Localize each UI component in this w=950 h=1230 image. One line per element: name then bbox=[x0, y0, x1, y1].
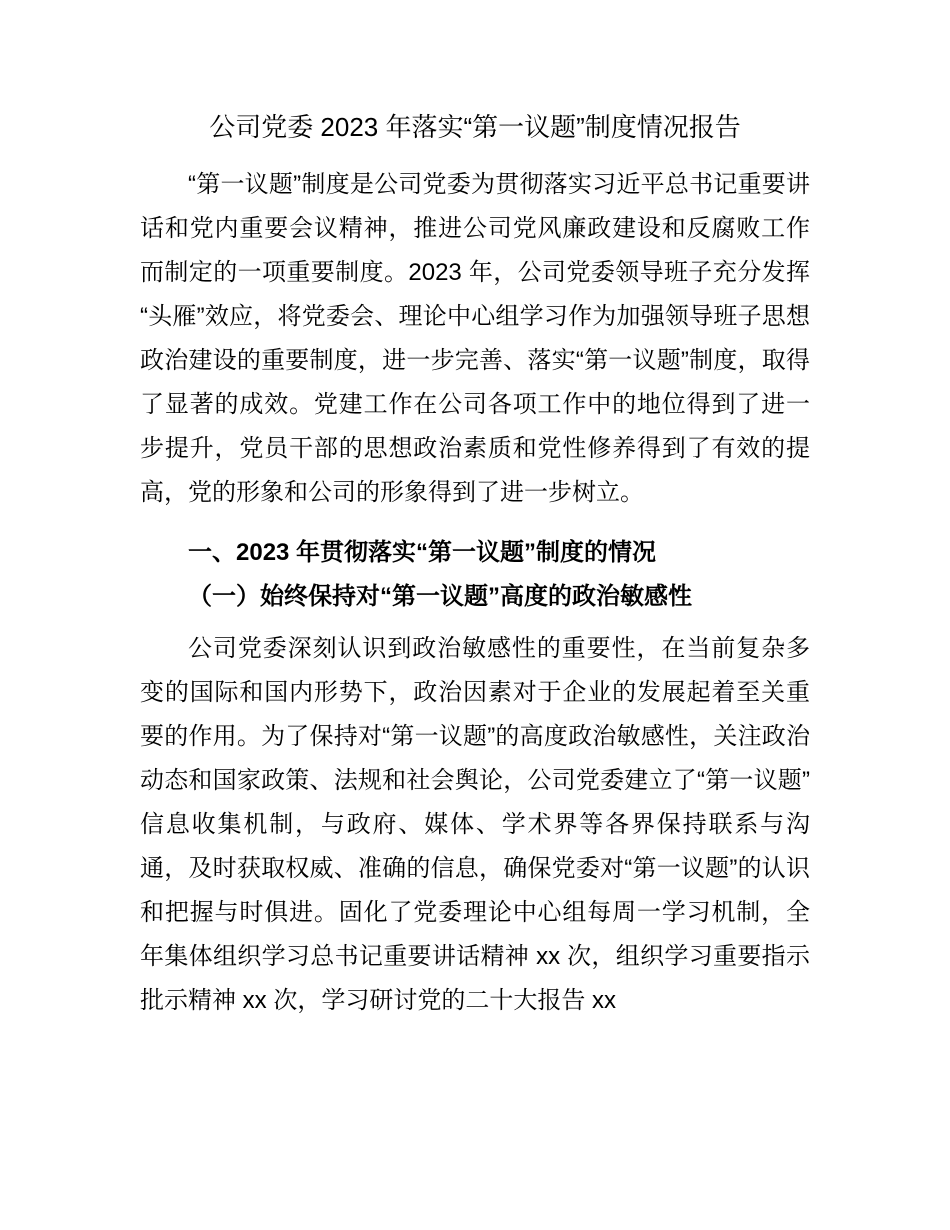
section-heading-1: 一、2023 年贯彻落实“第一议题”制度的情况 bbox=[188, 539, 657, 566]
document-title: 公司党委 2023 年落实“第一议题”制度情况报告 bbox=[209, 112, 741, 142]
intro-paragraph: “第一议题”制度是公司党委为贯彻落实习近平总书记重要讲话和党内重要会议精神，推进公司党风廉政建设和反腐败工作而制定的一项重要制度。2023 年，公司党委领导班子充分发挥“头雁”效应，将党委会、理论中心组学习作为加强领导班子思想政治建设的重要制度，进一步完善、落实“第一议题”制度，取得了显著的成效。党建工作在公司各项工作中的地位得到了进一步提升，党员干部的思想政治素质和党性修养得到了有效的提高，党的形象和公司的形象得到了进一步树立。 bbox=[140, 171, 810, 506]
subsection-heading-1-1: （一）始终保持对“第一议题”高度的政治敏感性 bbox=[188, 583, 692, 610]
body-paragraph: 公司党委深刻认识到政治敏感性的重要性，在当前复杂多变的国际和国内形势下，政治因素对于企业的发展起着至关重要的作用。为了保持对“第一议题”的高度政治敏感性，关注政治动态和国家政策、法规和社会舆论，公司党委建立了“第一议题”信息收集机制，与政府、媒体、学术界等各界保持联系与沟通，及时获取权威、准确的信息，确保党委对“第一议题”的认识和把握与时俱进。固化了党委理论中心组每周一学习机制，全年集体组织学习总书记重要讲话精神 xx 次，组织学习重要指示批示精神 xx 次，学习研讨党的二十大报告 xx bbox=[140, 635, 810, 1014]
